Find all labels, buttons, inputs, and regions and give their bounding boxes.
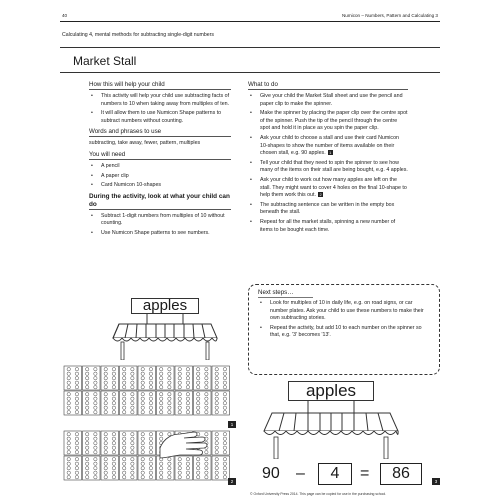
equation-minus-sign: –: [296, 465, 305, 482]
numicon-ten-shape: [101, 391, 119, 415]
numicon-grid: [63, 365, 233, 417]
equation-result-box: 86: [380, 463, 422, 485]
numicon-grid-with-hand: [63, 430, 233, 482]
equation-equals-sign: =: [360, 465, 370, 482]
list-item-text: Ask your child to choose a stall and use their card Numicon 10-shapes to show the number of items available on their chosen stall, e.g. 90 apples.: [260, 134, 399, 157]
figure-label: 1: [228, 421, 236, 428]
next-steps-box: [248, 284, 440, 375]
list-item-text: Give your child the Market Stall sheet and use the pencil and paper clip to make the spinner.: [260, 93, 403, 107]
list-item-text: The subtracting sentence can be written in the empty box beneath the stall.: [260, 201, 395, 216]
next-steps-heading: Next steps…: [258, 289, 313, 298]
numicon-ten-shape: [83, 456, 101, 480]
numicon-ten-shape: [194, 391, 212, 415]
hand-icon: [158, 424, 218, 464]
list-item-text: Ask your child to work out how many apples are left on the stall. They might want to cover 4 holes on the final 10-shape to help them work this out.: [260, 176, 407, 199]
right-column: [248, 81, 408, 236]
figure-label: 3: [432, 478, 440, 485]
need-heading: You will need: [89, 151, 231, 160]
numicon-ten-shape: [157, 391, 175, 415]
numicon-ten-shape: [83, 366, 101, 390]
numicon-ten-shape: [101, 456, 119, 480]
subtraction-sentence: [248, 463, 440, 485]
need-list: [89, 163, 231, 190]
list-item: • Subtract 1-digit numbers from multiples of 10 without counting.: [89, 213, 231, 228]
numicon-ten-shape: [138, 366, 156, 390]
numicon-ten-shape: [120, 366, 138, 390]
activity-title: Market Stall: [73, 54, 137, 68]
list-item: • Repeat the activity, but add 10 to each number on the spinner so that, e.g. '3' becomes '13'.: [258, 325, 430, 340]
list-item: [248, 93, 408, 108]
next-steps-list: [258, 300, 430, 340]
list-item: • Use Numicon Shape patterns to see numbers.: [89, 230, 231, 238]
page-number: 40: [62, 13, 68, 18]
list-item: • A paper clip: [89, 173, 231, 181]
words-heading: Words and phrases to use: [89, 128, 231, 137]
list-item-text: Tell your child that they need to spin the spinner to see how many of the items on their stall are being bought, e.g. 4 apples.: [260, 159, 408, 174]
numicon-ten-shape: [175, 366, 193, 390]
left-column: [89, 81, 231, 240]
look-heading: During the activity, look at what your child can do: [89, 192, 230, 208]
header-rule: [60, 21, 440, 22]
list-item: [248, 202, 408, 217]
numicon-ten-shape: [212, 366, 230, 390]
list-item: [248, 160, 408, 175]
numicon-ten-shape: [101, 431, 119, 455]
stall-sign: apples: [288, 381, 374, 401]
look-list: [89, 213, 231, 238]
list-item-text: Make the spinner by placing the paper clip over the centre spot of the spinner. Push the tip of the pencil through the centre spot and hold it in place as you spin the paper clip.: [260, 110, 408, 132]
list-item: • It will allow them to use Numicon Shape patterns to subtract numbers without counting.: [89, 110, 231, 125]
page-subtitle: Calculating 4, mental methods for subtracting single-digit numbers: [62, 32, 214, 38]
list-item: • A pencil: [89, 163, 231, 171]
list-item-text: Repeat for all the market stalls, spinning a new number of items to be bought each time.: [260, 218, 396, 233]
numicon-ten-shape: [64, 366, 82, 390]
numicon-ten-shape: [120, 431, 138, 455]
numicon-ten-shape: [120, 391, 138, 415]
numicon-ten-shape: [157, 366, 175, 390]
list-item: [248, 135, 408, 158]
numicon-ten-shape: [138, 456, 156, 480]
market-stall-illustration: [105, 298, 225, 360]
numicon-ten-shape: [64, 431, 82, 455]
todo-heading: What to do: [248, 81, 408, 90]
equation-subtrahend-box: 4: [318, 463, 352, 485]
numicon-ten-shape: [83, 391, 101, 415]
list-item: • This activity will help your child use subtracting facts of numbers to 10 when taking away from multiples of ten.: [89, 93, 231, 108]
numicon-ten-shape: [83, 431, 101, 455]
numicon-ten-shape: [138, 391, 156, 415]
market-stall-illustration: [256, 381, 406, 459]
numicon-ten-shape: [120, 456, 138, 480]
figure-label: 2: [228, 478, 236, 485]
list-item: [248, 177, 408, 200]
figure-ref: 2: [319, 192, 322, 198]
numicon-ten-shape: [64, 391, 82, 415]
equation-minuend: 90: [262, 465, 280, 482]
numicon-ten-shape: [212, 391, 230, 415]
todo-list: [248, 93, 408, 234]
list-item: [248, 219, 408, 234]
help-list: [89, 93, 231, 125]
help-heading: How this will help your child: [89, 81, 231, 90]
list-item: • Card Numicon 10-shapes: [89, 182, 231, 190]
running-title: Numicon – Numbers, Pattern and Calculating 3: [341, 13, 438, 18]
numicon-ten-shape: [175, 391, 193, 415]
numicon-shapes: [63, 365, 233, 417]
words-text: subtracting, take away, fewer, pattern, multiples: [89, 140, 201, 147]
figure-ref: 1: [329, 150, 332, 156]
numicon-ten-shape: [138, 431, 156, 455]
list-item: [248, 110, 408, 133]
list-item: • Look for multiples of 10 in daily life, e.g. on road signs, or car number plates. Ask your child to use these numbers to make their own subtracting stories.: [258, 300, 430, 323]
numicon-ten-shape: [194, 366, 212, 390]
numicon-ten-shape: [101, 366, 119, 390]
numicon-ten-shape: [64, 456, 82, 480]
stall-sign: apples: [131, 298, 199, 314]
activity-title-bar: [60, 47, 440, 73]
copyright-footer: © Oxford University Press 2014. This page can be copied for use in the purchasing school.: [250, 492, 387, 496]
